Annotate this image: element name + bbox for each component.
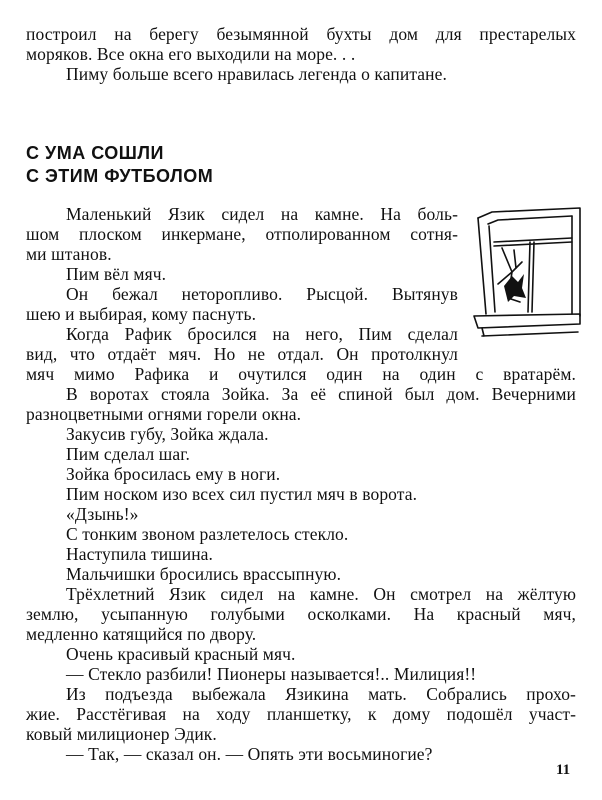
text-line: разноцветными огнями горели окна. — [26, 404, 302, 424]
text-line: вид, что отдаёт мяч. Но не отдал. Он протолкнул — [26, 344, 458, 364]
text-line: Мальчишки бросились врассыпную. — [66, 564, 342, 584]
text-line: — Так, — сказал он. — Опять эти восьминогие? — [66, 744, 433, 764]
text-line: Наступила тишина. — [66, 544, 214, 564]
text-line: мяч мимо Рафика и очутился один на один с вратарём. — [26, 364, 576, 384]
text-line: ковый милиционер Эдик. — [26, 724, 217, 744]
text-line: Когда Рафик бросился на него, Пим сделал — [66, 324, 458, 344]
text-line: Очень красивый красный мяч. — [66, 644, 296, 664]
text-line: Пиму больше всего нравилась легенда о капитане. — [66, 64, 447, 84]
text-line: Маленький Язик сидел на камне. На боль- — [66, 204, 458, 224]
text-line: Он бежал неторопливо. Рысцой. Вытянув — [66, 284, 458, 304]
text-line: Трёхлетний Язик сидел на камне. Он смотрел на жёлтую — [66, 584, 576, 604]
text-line: С тонким звоном разлетелось стекло. — [66, 524, 349, 544]
text-line: — Стекло разбили! Пионеры называется!.. Милиция!! — [66, 664, 477, 684]
page-number: 11 — [556, 762, 571, 778]
text-line: построил на берегу безымянной бухты дом для престарелых — [26, 24, 576, 44]
text-line: моряков. Все окна его выходили на море. . . — [26, 44, 356, 64]
broken-window-illustration — [468, 202, 583, 352]
text-line: В воротах стояла Зойка. За её спиной был дом. Вечерними — [66, 384, 576, 404]
text-line: ми штанов. — [26, 244, 112, 264]
text-line: «Дзынь!» — [66, 504, 139, 524]
text-line: шею и выбирая, кому паснуть. — [26, 304, 257, 324]
text-line: Из подъезда выбежала Язикина мать. Собрались прохо- — [66, 684, 576, 704]
window-sill — [474, 314, 580, 328]
window-frame-left — [478, 218, 486, 314]
text-line: жие. Расстёгивая на ходу планшетку, к дому подошёл участ- — [26, 704, 576, 724]
text-line: шом плоском инкермане, отполированном сотня- — [26, 224, 458, 244]
broken-glass-hole — [504, 274, 526, 302]
text-line: Пим вёл мяч. — [66, 264, 167, 284]
chapter-title-line-1: С УМА СОШЛИ — [26, 143, 164, 163]
text-line: землю, усыпанную голубыми осколками. На красный мяч, — [26, 604, 576, 624]
text-line: Пим носком изо всех сил пустил мяч в ворота. — [66, 484, 418, 504]
text-line: Пим сделал шаг. — [66, 444, 190, 464]
text-line: Зойка бросилась ему в ноги. — [66, 464, 281, 484]
text-line: Закусив губу, Зойка ждала. — [66, 424, 269, 444]
text-line: медленно катящийся по двору. — [26, 624, 257, 644]
chapter-title-line-2: С ЭТИМ ФУТБОЛОМ — [26, 166, 214, 186]
